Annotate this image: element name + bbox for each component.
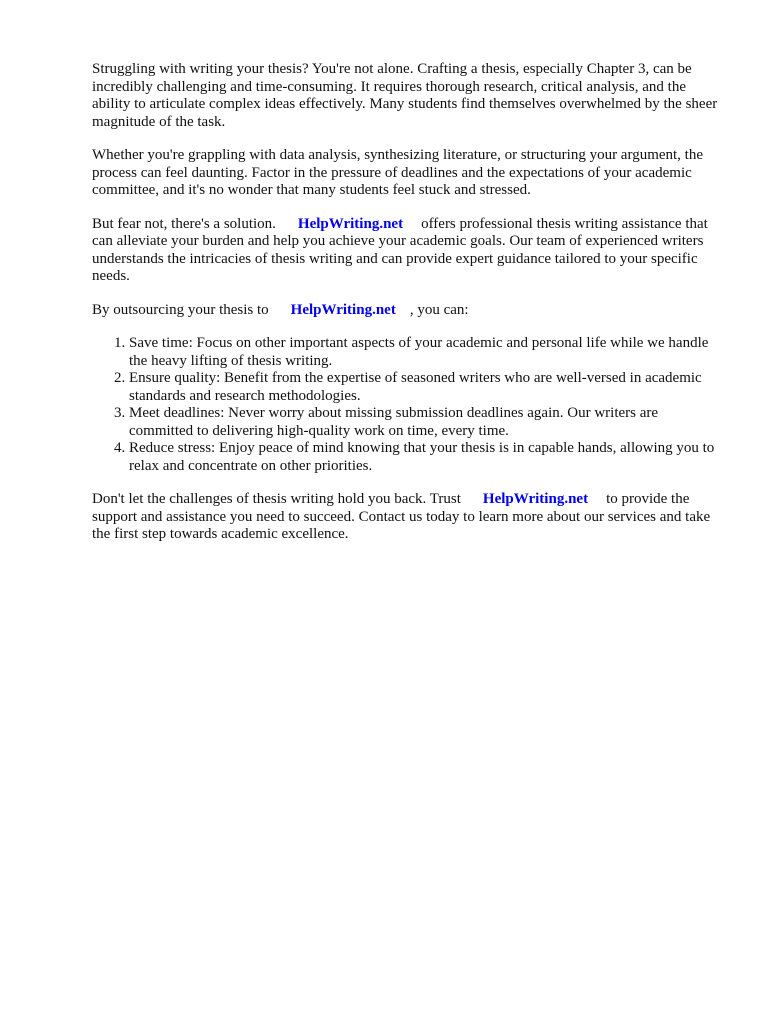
helpwriting-link-3[interactable]: HelpWriting.net [482,491,589,507]
list-item: 4. Reduce stress: Enjoy peace of mind knowing that your thesis is in capable hands, allowing you to relax and concentrate on other priorities. [129,440,720,475]
outsourcing-paragraph [92,302,720,320]
challenges-paragraph: Whether you're grappling with data analysis, synthesizing literature, or structuring your argument, the process can feel daunting. Factor in the pressure of deadlines and the expectations of your academic committee, and it's no wonder that many students feel stuck and stressed. [92,147,704,198]
list-item: 2. Ensure quality: Benefit from the expertise of seasoned writers who are well-versed in academic standards and research methodologies. [129,370,720,405]
benefits-list [92,335,720,475]
closing-text-after: to provide the support and assistance you need to succeed. Contact us today to learn more about our services and take the first step towards academic excellence. [92,491,711,542]
solution-text-before: But fear not, there's a solution. [92,215,276,232]
helpwriting-link-1[interactable]: HelpWriting.net [297,215,404,232]
outsourcing-text-after: , you can: [409,301,469,318]
outsourcing-text-before: By outsourcing your thesis to [92,301,269,318]
solution-paragraph [92,216,720,286]
intro-paragraph: Struggling with writing your thesis? You're not alone. Crafting a thesis, especially Chapter 3, can be incredibly challenging and time-consuming. It requires thorough research, critical analysis, and the ability to articulate complex ideas effectively. Many students find themselves overwhelmed by the sheer magnitude of the task. [92,61,718,130]
list-item: 3. Meet deadlines: Never worry about missing submission deadlines again. Our writers are committed to delivering high-quality work on time, every time. [129,405,720,440]
closing-text-before: Don't let the challenges of thesis writing hold you back. Trust [92,491,461,507]
helpwriting-link-2[interactable]: HelpWriting.net [290,301,396,318]
document-body [92,61,720,560]
solution-text-after: offers professional thesis writing assistance that can alleviate your burden and help you achieve your academic goals. Our team of experienced writers understands the intricacies of thesis writing and can provide expert guidance tailored to your specific needs. [92,215,708,284]
closing-paragraph [92,491,720,544]
list-item: 1. Save time: Focus on other important aspects of your academic and personal life while we handle the heavy lifting of thesis writing. [129,335,720,370]
